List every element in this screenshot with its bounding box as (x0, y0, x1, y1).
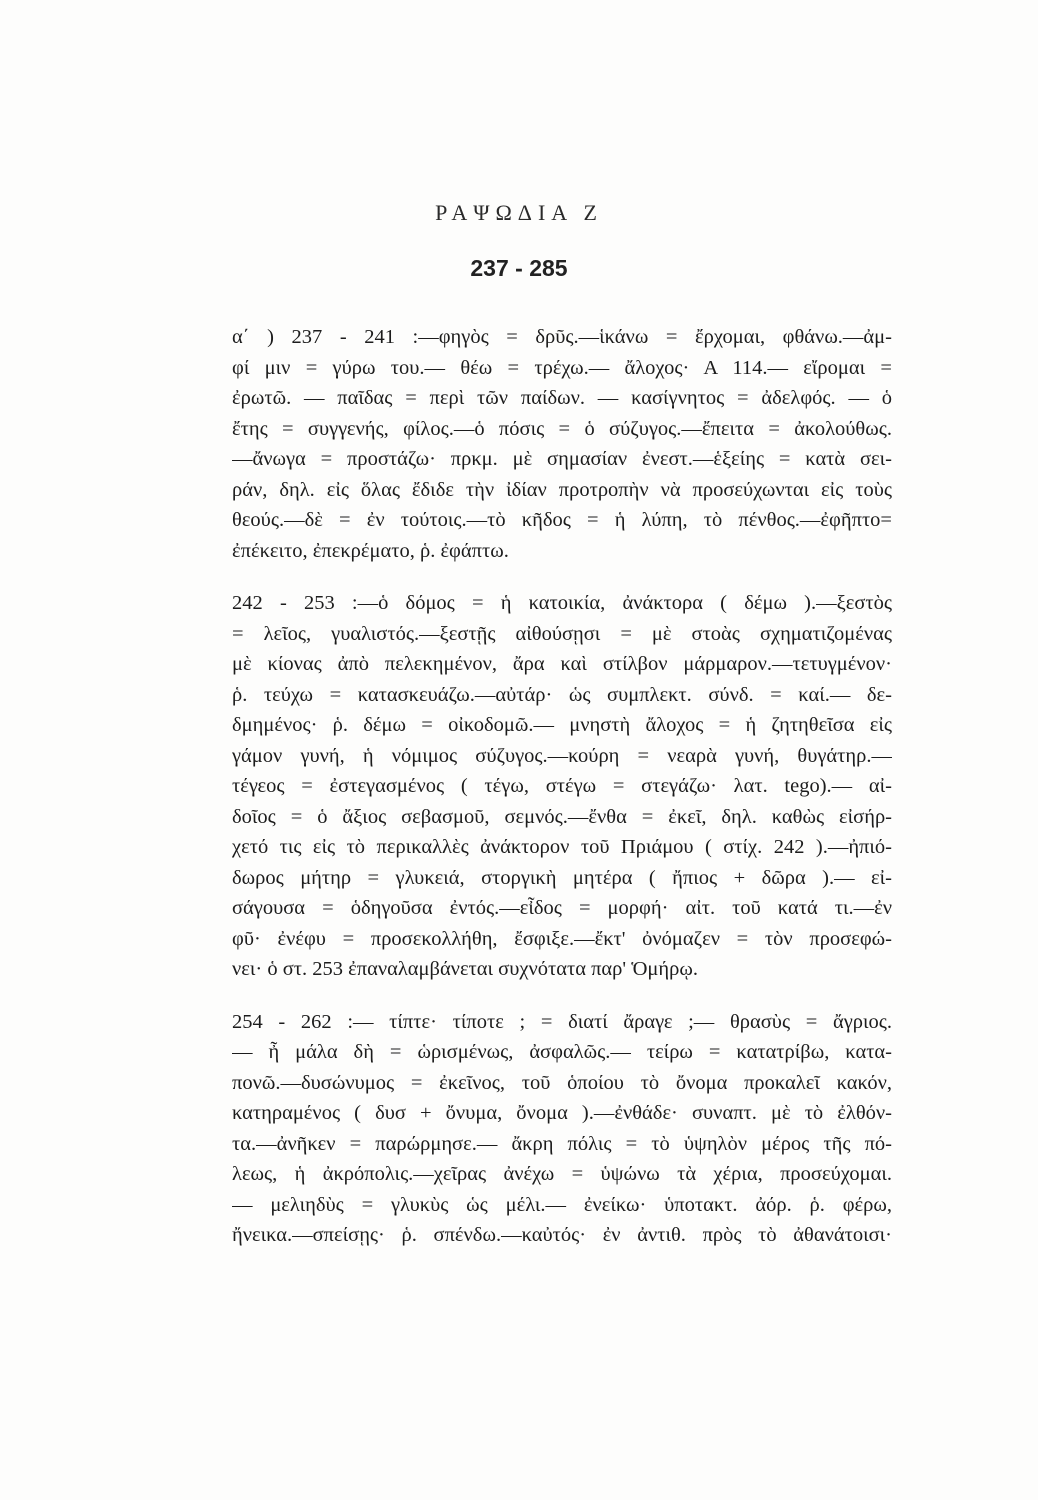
verse-range: 237 - 285 (470, 255, 568, 281)
text-line: γάμον γυνή, ἡ νόμιμος σύζυγος.—κούρη = νεαρὰ γυνή, θυγάτηρ.— (232, 744, 892, 767)
text-line: 242 - 253 :—ὁ δόμος = ἡ κατοικία, ἀνάκτορα ( δέμω ).—ξεστὸς (232, 592, 892, 614)
text-line: = λεῖος, γυαλιστός.—ξεστῇς αἰθούσῃσι = μὲ στοὰς σχηματιζομένας (232, 622, 892, 645)
text-line: δοῖος = ὁ ἄξιος σεβασμοῦ, σεμνός.—ἔνθα = ἐκεῖ, δηλ. καθὼς εἰσήρ- (232, 805, 892, 828)
text-line: δωρος μήτηρ = γλυκειά, στοργικὴ μητέρα ( ἤπιος + δῶρα ).— εἰ- (232, 866, 892, 889)
paragraph-2 (232, 588, 892, 985)
chapter-title: ΡΑΨΩΔΙΑ Ζ (435, 200, 603, 225)
text-line: σάγουσα = ὁδηγοῦσα ἐντός.—εἶδος = μορφή· αἰτ. τοῦ κατά τι.—ἐν (232, 897, 892, 919)
text-line: πονῶ.—δυσώνυμος = ἐκεῖνος, τοῦ ὁποίου τὸ ὄνομα προκαλεῖ κακόν, (232, 1071, 892, 1094)
text-line: ῥ. τεύχω = κατασκευάζω.—αὐτάρ· ὡς συμπλεκτ. σύνδ. = καί.— δε- (232, 683, 892, 706)
text-line: δμημένος· ῥ. δέμω = οἰκοδομῶ.— μνηστὴ ἄλοχος = ἡ ζητηθεῖσα εἰς (232, 714, 892, 736)
text-line: χετό τις εἰς τὸ περικαλλὲς ἀνάκτορον τοῦ Πριάμου ( στίχ. 242 ).—ἠπιό- (232, 836, 892, 858)
text-line: — ἦ μάλα δὴ = ὡρισμένως, ἀσφαλῶς.— τείρω = κατατρίβω, κατα- (232, 1041, 892, 1063)
text-line: ἐρωτῶ. — παῖδας = περὶ τῶν παίδων. — κασίγνητος = ἀδελφός. — ὁ (232, 387, 892, 409)
text-line: ράν, δηλ. εἰς ὅλας ἔδιδε τὴν ἰδίαν προτροπὴν νὰ προσεύχωνται εἰς τοὺς (232, 478, 892, 501)
paragraph-3 (232, 1007, 892, 1251)
text-line: κατηραμένος ( δυσ + ὄνυμα, ὄνομα ).—ἐνθάδε· συναπτ. μὲ τὸ ἐλθόν- (232, 1102, 892, 1124)
commentary-body (232, 322, 892, 1273)
text-line: — μελιηδὺς = γλυκὺς ὡς μέλι.— ἐνείκω· ὑποτακτ. ἀόρ. ῥ. φέρω, (232, 1193, 892, 1216)
text-line: τέγεος = ἐστεγασμένος ( τέγω, στέγω = στεγάζω· λατ. tego).— αἰ- (232, 775, 892, 797)
text-line: μὲ κίονας ἀπὸ πελεκημένον, ἄρα καὶ στίλβον μάρμαρον.—τετυγμένον· (232, 653, 892, 675)
text-line: α΄ ) 237 - 241 :—φηγὸς = δρῦς.—ἱκάνω = ἔρχομαι, φθάνω.—ἀμ- (232, 326, 892, 348)
text-line: ἐπέκειτο, ἐπεκρέματο, ῥ. ἐφάπτω. (232, 539, 509, 562)
text-line: νει· ὁ στ. 253 ἐπαναλαμβάνεται συχνότατα παρ' Ὁμήρῳ. (232, 958, 698, 980)
text-line: ἔτης = συγγενής, φίλος.—ὁ πόσις = ὁ σύζυγος.—ἔπειτα = ἀκολούθως. (232, 417, 892, 440)
text-line: τα.—ἀνῆκεν = παρώρμησε.— ἄκρη πόλις = τὸ ὑψηλὸν μέρος τῆς πό- (232, 1132, 892, 1155)
text-line: φῦ· ἐνέφυ = προσεκολλήθη, ἔσφιξε.—ἔκτ' ὀνόμαζεν = τὸν προσεφώ- (232, 927, 892, 950)
text-line: —ἄνωγα = προστάζω· πρκμ. μὲ σημασίαν ἐνεστ.—ἑξείης = κατὰ σει- (232, 448, 892, 470)
text-line: φί μιν = γύρω του.— θέω = τρέχω.— ἄλοχος· Α 114.— εἴρομαι = (232, 356, 892, 379)
text-line: λεως, ἡ ἀκρόπολις.—χεῖρας ἀνέχω = ὑψώνω τὰ χέρια, προσεύχομαι. (232, 1163, 892, 1185)
text-line: θεούς.—δὲ = ἐν τούτοις.—τὸ κῆδος = ἡ λύπη, τὸ πένθος.—ἐφῆπτο= (232, 509, 892, 531)
text-line: 254 - 262 :— τίπτε· τίποτε ; = διατί ἄραγε ;— θρασὺς = ἄγριος. (232, 1010, 892, 1033)
paragraph-1 (232, 322, 892, 566)
text-line: ἤνεικα.—σπείσῃς· ῥ. σπένδω.—καὐτός· ἐν ἀντιθ. πρὸς τὸ ἀθανάτοισι· (232, 1224, 892, 1246)
